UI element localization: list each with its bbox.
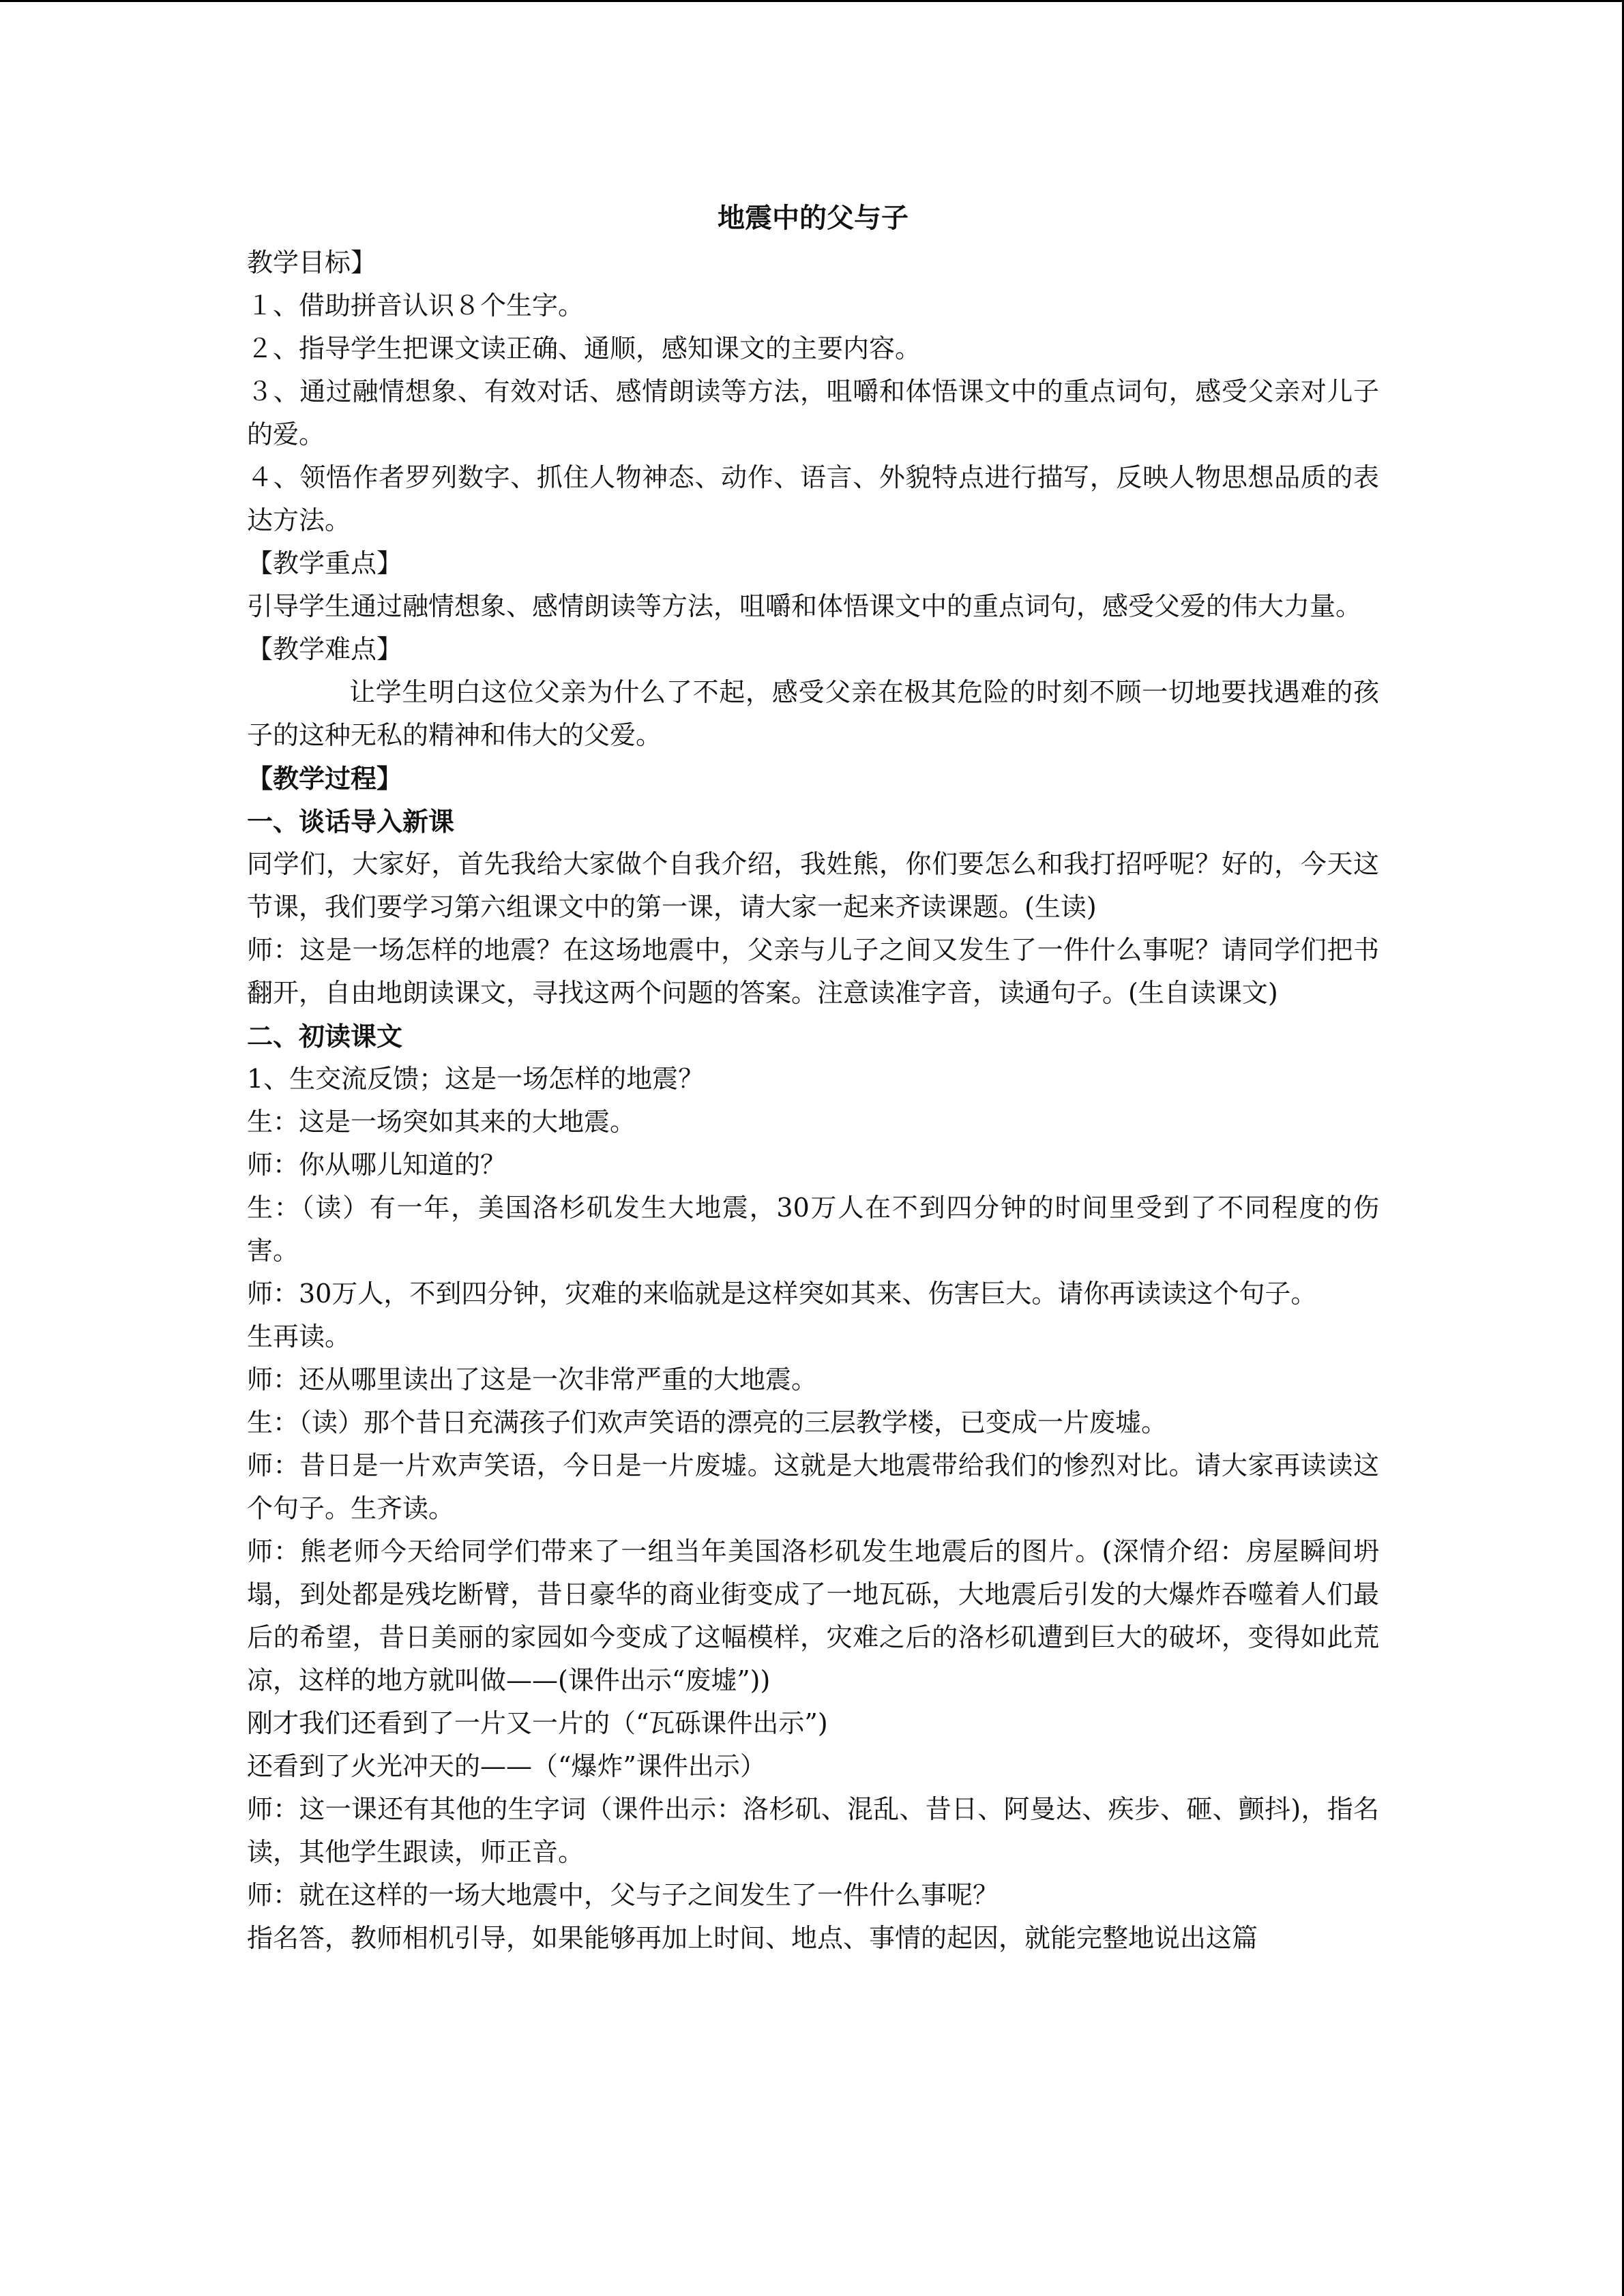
text-line-new-words: 师：这一课还有其他的生字词（课件出示：洛杉矶、混乱、昔日、阿曼达、疾步、砸、颤抖)，指名读，其他学生跟读，师正音。 bbox=[247, 1794, 1379, 1867]
text-line-teacher-ask-3: 师：就在这样的一场大地震中，父与子之间发生了一件什么事呢？ bbox=[247, 1880, 999, 1910]
text-line-goal-1: １、借助拼音认识８个生字。 bbox=[247, 290, 585, 320]
text-line-feedback: 1、生交流反馈；这是一场怎样的地震？ bbox=[247, 1064, 705, 1094]
text-line-difficulties: 让学生明白这位父亲为什么了不起，感受父亲在极其危险的时刻不顾一切地要找遇难的孩子的这种无私的精神和伟大的父爱。 bbox=[247, 677, 1379, 750]
text-line-student-reread: 生再读。 bbox=[247, 1322, 351, 1352]
text-line-teacher-question: 师：这是一场怎样的地震？在这场地震中，父亲与儿子之间又发生了一件什么事呢？请同学们把书翻开，自由地朗读课文，寻找这两个问题的答案。注意读准字音，读通句子。(生自读课文) bbox=[247, 935, 1379, 1008]
text-line-teacher-comment-2: 师：昔日是一片欢声笑语，今日是一片废墟。这就是大地震带给我们的惨烈对比。请大家再读读这个句子。生齐读。 bbox=[247, 1450, 1379, 1523]
text-line-key-points-heading: 【教学重点】 bbox=[247, 548, 403, 578]
text-line-student-answer-1: 生：这是一场突如其来的大地震。 bbox=[247, 1107, 636, 1137]
text-line-student-read-2: 生：（读）那个昔日充满孩子们欢声笑语的漂亮的三层教学楼，已变成一片废墟。 bbox=[247, 1407, 1168, 1437]
text-line-process-heading: 【教学过程】 bbox=[247, 763, 403, 794]
text-line-teacher-ask-1: 师：你从哪儿知道的？ bbox=[247, 1150, 507, 1180]
document-title: 地震中的父与子 bbox=[718, 202, 909, 234]
text-line-goal-2: ２、指导学生把课文读正确、通顺，感知课文的主要内容。 bbox=[247, 333, 921, 363]
text-line-difficulties-heading: 【教学难点】 bbox=[247, 634, 403, 664]
text-line-goal-4: ４、领悟作者罗列数字、抓住人物神态、动作、语言、外貌特点进行描写，反映人物思想品质的表达方法。 bbox=[247, 462, 1379, 535]
text-line-teacher-pictures: 师：熊老师今天给同学们带来了一组当年美国洛杉矶发生地震后的图片。(深情介绍：房屋瞬间坍塌，到处都是残圪断臂，昔日豪华的商业街变成了一地瓦砾，大地震后引发的大爆炸吞噬着人们最后的希望，昔日美丽的家园如今变成了这幅模样，灾难之后的洛杉矶遭到巨大的破坏，变得如此荒凉，这样的地方就叫做——(课件出示“废墟”)) bbox=[247, 1536, 1379, 1695]
text-line-intro-paragraph: 同学们，大家好，首先我给大家做个自我介绍，我姓熊，你们要怎么和我打招呼呢？好的，今天这节课，我们要学习第六组课文中的第一课，请大家一起来齐读课题。(生读) bbox=[247, 849, 1379, 922]
text-line-key-points: 引导学生通过融情想象、感情朗读等方法，咀嚼和体悟课文中的重点词句，感受父爱的伟大力量。 bbox=[247, 591, 1362, 621]
text-line-student-read-1: 生：（读）有一年，美国洛杉矶发生大地震，30万人在不到四分钟的时间里受到了不同程度的伤害。 bbox=[247, 1193, 1379, 1266]
text-line-final-guide: 指名答，教师相机引导，如果能够再加上时间、地点、事情的起因，就能完整地说出这篇 bbox=[247, 1923, 1258, 1953]
top-border-line bbox=[0, 0, 1624, 2]
section-heading-intro: 一、谈话导入新课 bbox=[247, 806, 455, 837]
text-line-teacher-ask-2: 师：还从哪里读出了这是一次非常严重的大地震。 bbox=[247, 1365, 818, 1395]
text-line-goal-3: ３、通过融情想象、有效对话、感情朗读等方法，咀嚼和体悟课文中的重点词句，感受父亲对儿子的爱。 bbox=[247, 376, 1379, 449]
section-heading-first-reading: 二、初读课文 bbox=[247, 1021, 403, 1052]
text-line-teacher-comment-1: 师：30万人，不到四分钟，灾难的来临就是这样突如其来、伤害巨大。请你再读读这个句子。 bbox=[247, 1279, 1317, 1309]
text-line-explosion: 还看到了火光冲天的——（“爆炸”课件出示） bbox=[247, 1751, 766, 1781]
document-page bbox=[247, 195, 1379, 1960]
text-line-rubble: 刚才我们还看到了一片又一片的（“瓦砾课件出示”) bbox=[247, 1708, 828, 1738]
text-line-teaching-goals-heading: 教学目标】 bbox=[247, 248, 377, 278]
